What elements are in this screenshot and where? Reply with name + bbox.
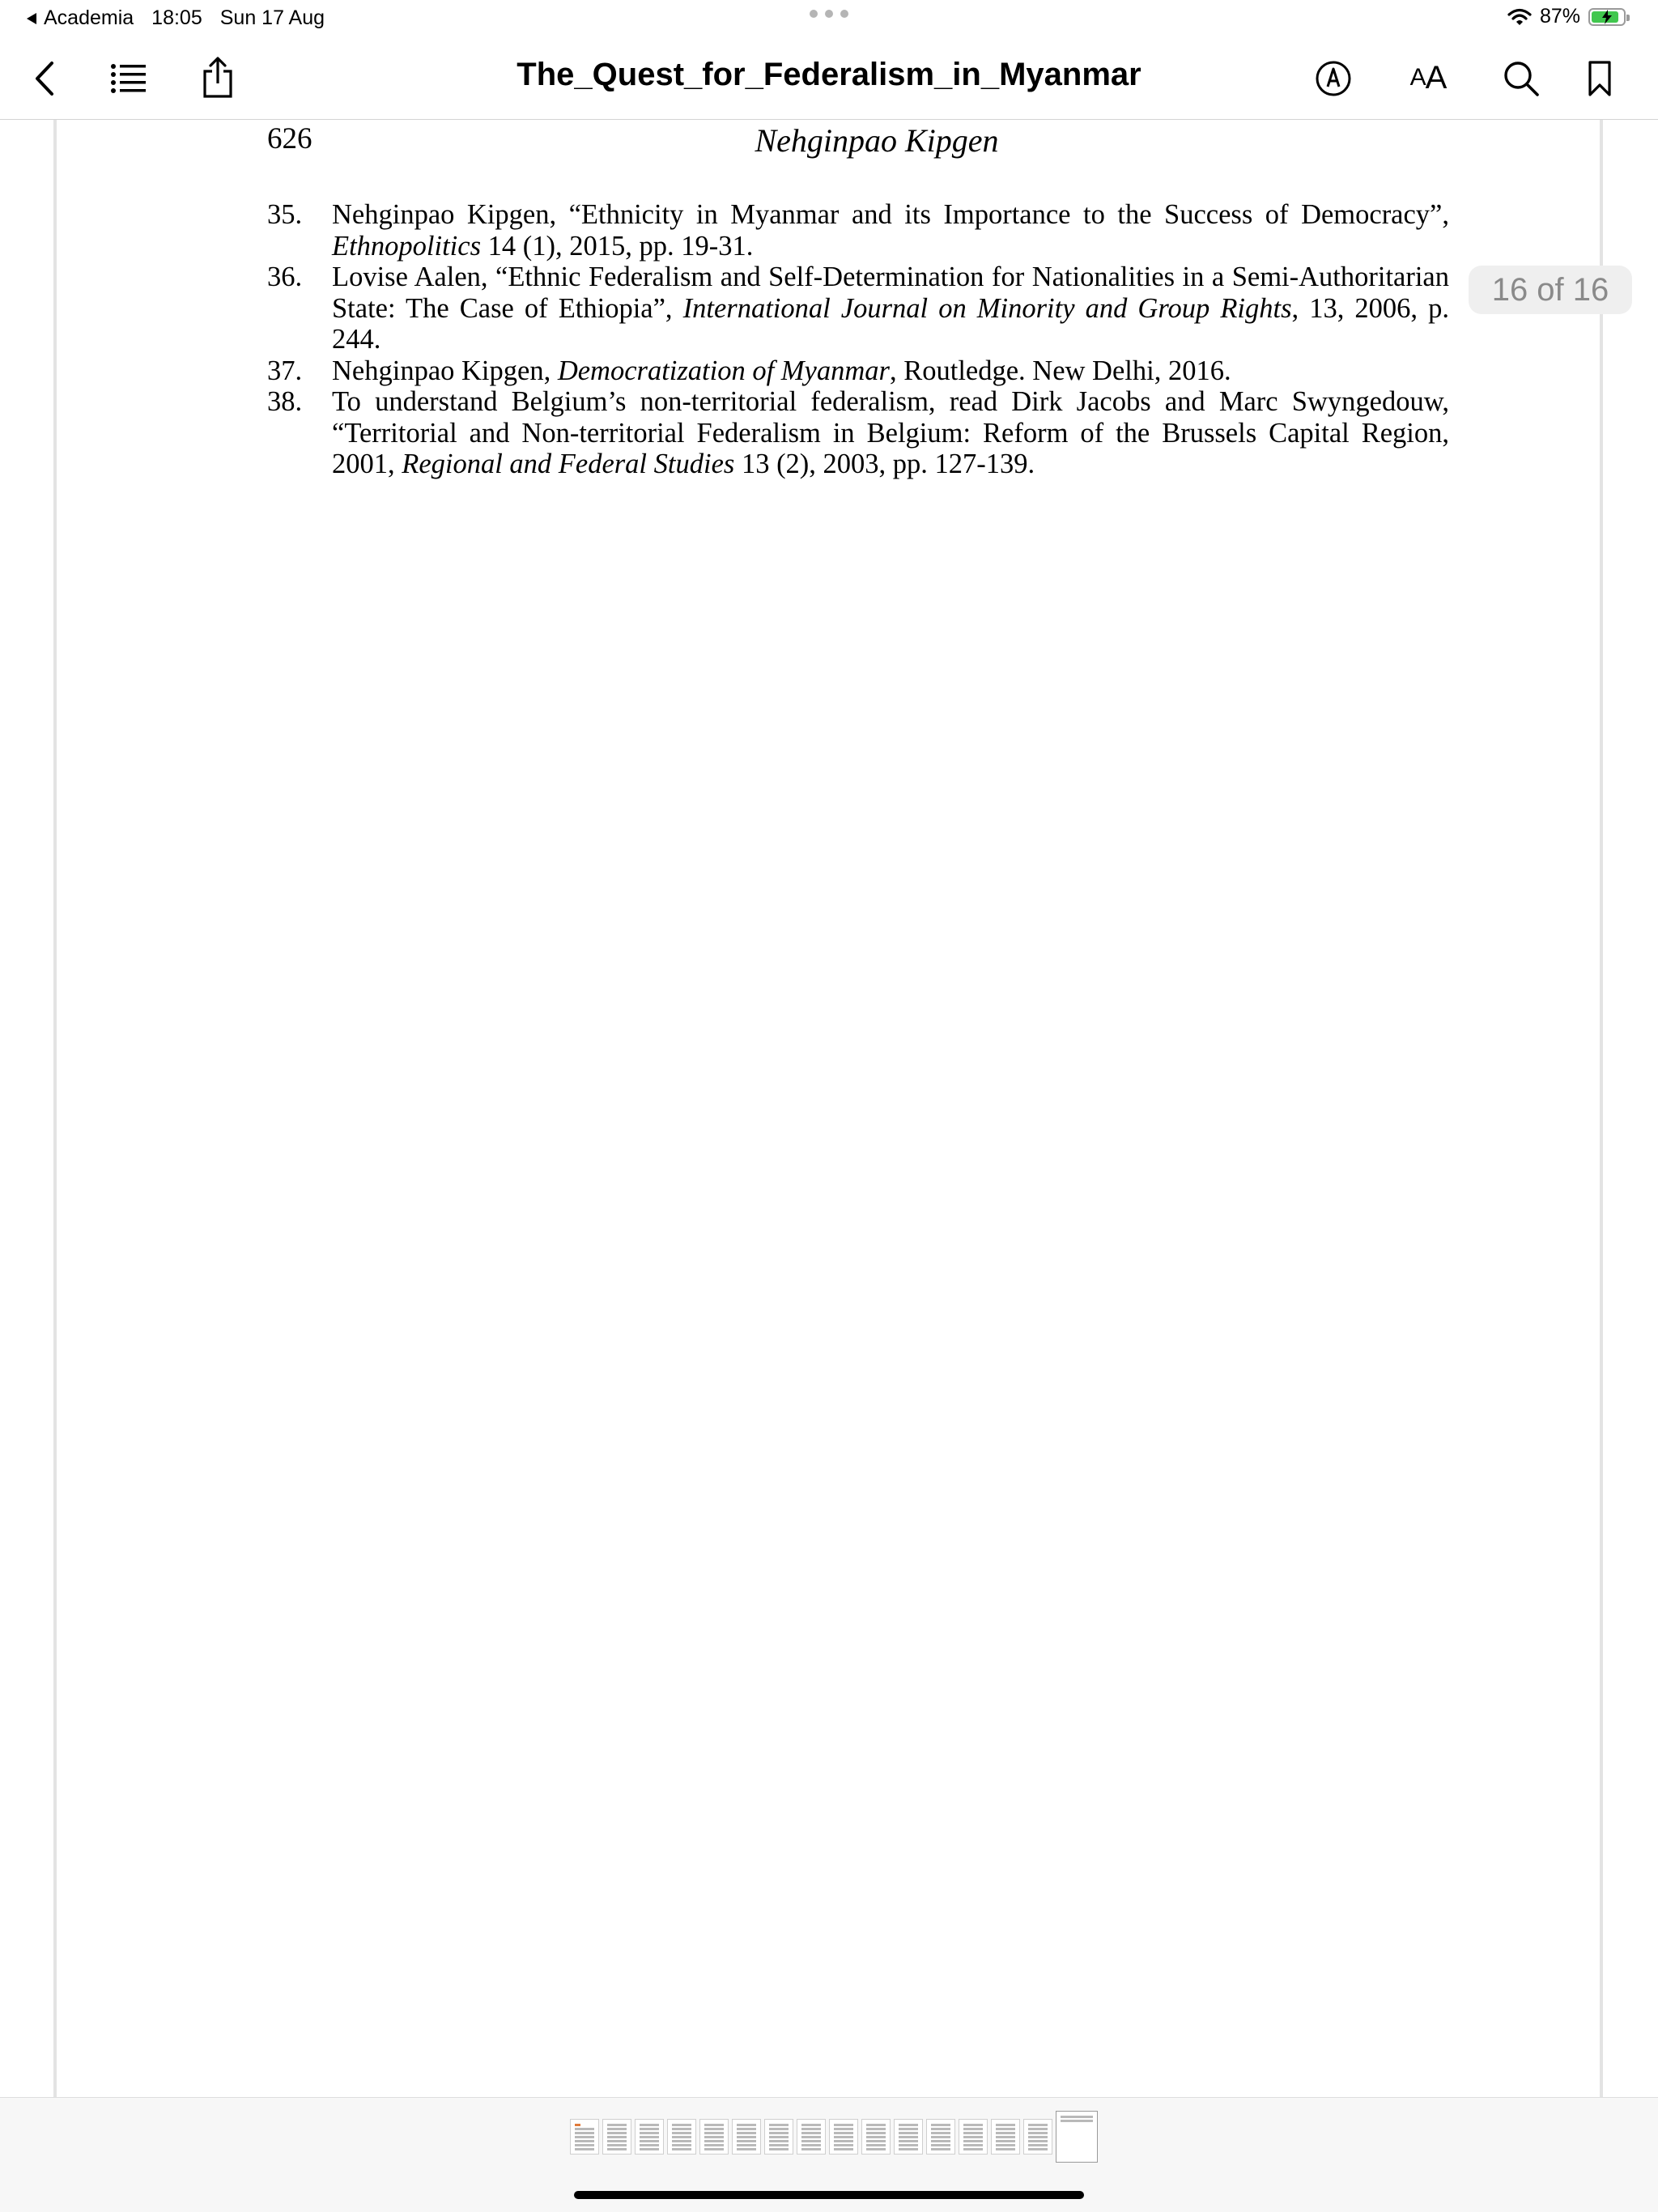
thumbnail-text-line (672, 2124, 691, 2126)
endnote-number: 37. (267, 355, 303, 386)
thumbnail-text-line (899, 2148, 918, 2150)
thumbnail-text-line (899, 2136, 918, 2138)
thumbnail-text-line (704, 2132, 724, 2134)
thumbnail-text-line (769, 2136, 789, 2138)
thumbnail-text-line (575, 2128, 594, 2130)
endnote-text (332, 262, 1449, 355)
endnote-italic-title: Democratization of Myanmar (557, 355, 890, 386)
thumbnail-text-line (1028, 2136, 1048, 2138)
thumbnail-page[interactable] (699, 2119, 729, 2155)
thumbnail-text-line (996, 2124, 1015, 2126)
endnote-text-run: Nehginpao Kipgen, (332, 355, 558, 386)
endnotes-list (267, 199, 1449, 480)
endnote-italic-title: Regional and Federal Studies (402, 449, 735, 479)
endnote (267, 355, 1449, 387)
document-toolbar (0, 39, 1658, 120)
bookmark-icon (1588, 60, 1612, 97)
thumbnail-text-line (963, 2132, 983, 2134)
search-icon (1503, 60, 1540, 97)
thumbnail-text-line (1061, 2120, 1093, 2122)
home-indicator[interactable] (574, 2191, 1084, 2199)
status-left (26, 6, 325, 30)
thumbnail-text-line (737, 2128, 756, 2130)
thumbnail-text-line (640, 2144, 659, 2146)
thumbnail-text-line (931, 2128, 950, 2130)
battery-icon (1588, 8, 1626, 26)
thumbnail-text-line (704, 2128, 724, 2130)
thumbnail-page[interactable] (635, 2119, 664, 2155)
thumbnail-page[interactable] (1023, 2119, 1052, 2155)
thumbnail-text-line (866, 2132, 886, 2134)
bookmark-button[interactable] (1582, 57, 1618, 100)
thumbnail-text-line (575, 2148, 594, 2150)
thumbnail-page[interactable] (797, 2119, 826, 2155)
thumbnail-page[interactable] (894, 2119, 923, 2155)
page-indicator: 16 of 16 (1469, 266, 1632, 314)
thumbnail-text-line (607, 2148, 627, 2150)
dot (825, 10, 833, 18)
thumbnail-text-line (672, 2148, 691, 2150)
thumbnail-text-line (672, 2144, 691, 2146)
thumbnail-text-line (575, 2124, 580, 2126)
thumbnail-text-line (640, 2124, 659, 2126)
share-icon (202, 57, 234, 99)
thumbnail-text-line (672, 2136, 691, 2138)
thumbnail-text-line (672, 2140, 691, 2142)
thumbnail-text-line (931, 2136, 950, 2138)
font-size-button[interactable] (1404, 55, 1452, 100)
thumbnail-text-line (607, 2128, 627, 2130)
endnote-number: 36. (267, 262, 303, 292)
thumbnail-text-line (640, 2148, 659, 2150)
endnote-text-run: 13 (2), 2003, pp. 127-139. (734, 449, 1035, 479)
thumbnail-text-line (607, 2124, 627, 2126)
thumbnail-text-line (607, 2132, 627, 2134)
thumbnail-text-line (607, 2144, 627, 2146)
endnote-text-run: Lovise Aalen, “Ethnic Federalism and Self-Determination for Nationalities in a Semi-Authoritarian State: The Case of Ethiopia”, (332, 262, 1449, 324)
thumbnail-text-line (834, 2148, 853, 2150)
thumbnail-text-line (737, 2136, 756, 2138)
thumbnail-page[interactable] (667, 2119, 696, 2155)
thumbnail-text-line (640, 2128, 659, 2130)
thumbnail-text-line (801, 2124, 821, 2126)
thumbnail-text-line (640, 2136, 659, 2138)
search-button[interactable] (1501, 57, 1541, 100)
share-button[interactable] (198, 53, 238, 102)
thumbnail-text-line (737, 2132, 756, 2134)
document-title: The_Quest_for_Federalism_in_Myanmar (517, 57, 1141, 92)
thumbnail-page[interactable] (959, 2119, 988, 2155)
endnote (267, 262, 1449, 355)
thumbnail-text-line (1028, 2132, 1048, 2134)
status-bar (0, 0, 1658, 39)
thumbnail-text-line (575, 2136, 594, 2138)
thumbnail-text-line (704, 2148, 724, 2150)
endnote-text-run: , Routledge. New Delhi, 2016. (889, 355, 1231, 386)
thumbnail-text-line (899, 2140, 918, 2142)
endnote-text (332, 355, 1449, 387)
back-button[interactable] (24, 57, 65, 100)
back-to-app[interactable] (26, 6, 134, 30)
thumbnail-text-line (834, 2144, 853, 2146)
thumbnail-text-line (866, 2140, 886, 2142)
thumbnail-text-line (866, 2124, 886, 2126)
endnote-italic-title: International Journal on Minority and Group Rights (682, 292, 1292, 324)
thumbnail-text-line (834, 2136, 853, 2138)
thumbnail-text-line (575, 2140, 594, 2142)
status-time: 18:05 (151, 6, 202, 29)
thumbnail-text-line (963, 2148, 983, 2150)
thumbnail-text-line (769, 2124, 789, 2126)
thumbnail-text-line (963, 2136, 983, 2138)
thumbnail-text-line (931, 2124, 950, 2126)
thumbnail-text-line (769, 2140, 789, 2142)
table-of-contents-icon (110, 62, 147, 95)
thumbnail-text-line (1028, 2140, 1048, 2142)
endnote-text-run: To understand Belgium’s non-territorial federalism, read Dirk Jacobs and Marc Swyngedouw, “Territorial and Non-territorial Federalism in Belgium: Reform of the Brussels Capital Region, 2001, (332, 386, 1449, 479)
back-app-name: Academia (44, 6, 134, 29)
markup-button[interactable] (1313, 58, 1354, 99)
thumbnail-text-line (996, 2144, 1015, 2146)
thumbnail-text-line (866, 2144, 886, 2146)
thumbnail-text-line (996, 2136, 1015, 2138)
thumbnail-page[interactable] (732, 2119, 761, 2155)
font-size-small-a: A (1409, 64, 1426, 91)
thumbnail-text-line (769, 2128, 789, 2130)
thumbnail-page[interactable] (861, 2119, 891, 2155)
thumbnail-text-line (866, 2136, 886, 2138)
thumbnail-text-line (1061, 2116, 1093, 2118)
thumbnail-text-line (575, 2144, 594, 2146)
back-triangle-icon (26, 12, 37, 25)
thumbnail-text-line (1028, 2128, 1048, 2130)
thumbnail-list[interactable] (570, 2119, 1098, 2163)
page-number: 626 (267, 122, 312, 155)
thumbnail-text-line (834, 2128, 853, 2130)
multitasking-dots[interactable] (810, 10, 848, 18)
thumbnail-text-line (996, 2128, 1015, 2130)
endnote (267, 386, 1449, 480)
thumbnail-text-line (801, 2148, 821, 2150)
endnote-text (332, 386, 1449, 480)
thumbnail-text-line (704, 2140, 724, 2142)
thumbnail-text-line (866, 2148, 886, 2150)
thumbnail-text-line (737, 2144, 756, 2146)
thumbnail-text-line (834, 2140, 853, 2142)
thumbnail-text-line (704, 2136, 724, 2138)
thumbnail-text-line (834, 2132, 853, 2134)
thumbnail-text-line (899, 2144, 918, 2146)
endnote-text (332, 199, 1449, 262)
thumbnail-text-line (931, 2148, 950, 2150)
thumbnail-page[interactable] (991, 2119, 1020, 2155)
thumbnail-text-line (769, 2132, 789, 2134)
thumbnail-text-line (996, 2132, 1015, 2134)
thumbnail-text-line (704, 2144, 724, 2146)
back-chevron-icon (34, 61, 55, 96)
battery-nub (1626, 15, 1630, 21)
thumbnail-text-line (769, 2144, 789, 2146)
thumbnail-text-line (996, 2140, 1015, 2142)
table-of-contents-button[interactable] (108, 58, 149, 99)
thumbnail-text-line (866, 2128, 886, 2130)
thumbnail-current-page[interactable] (1056, 2111, 1098, 2163)
charging-bolt-icon (1601, 10, 1613, 24)
thumbnail-text-line (672, 2128, 691, 2130)
running-head: Nehginpao Kipgen (755, 122, 999, 159)
thumbnail-text-line (769, 2148, 789, 2150)
endnote-number: 35. (267, 199, 303, 230)
thumbnail-text-line (737, 2148, 756, 2150)
thumbnail-page[interactable] (570, 2119, 599, 2155)
thumbnail-text-line (640, 2140, 659, 2142)
pdf-page[interactable] (53, 120, 1603, 2097)
endnote (267, 199, 1449, 262)
thumbnail-text-line (607, 2140, 627, 2142)
thumbnail-text-line (931, 2140, 950, 2142)
thumbnail-text-line (737, 2140, 756, 2142)
battery-percent: 87% (1539, 5, 1580, 28)
status-date: Sun 17 Aug (219, 6, 325, 29)
endnote-text-run: Nehginpao Kipgen, “Ethnicity in Myanmar and its Importance to the Success of Democracy”, (332, 199, 1449, 230)
dot (840, 10, 848, 18)
wifi-icon (1507, 8, 1532, 26)
thumbnail-text-line (931, 2144, 950, 2146)
markup-icon (1315, 60, 1352, 97)
document-viewer[interactable] (0, 120, 1658, 2097)
endnote-number: 38. (267, 386, 303, 417)
thumbnail-text-line (931, 2132, 950, 2134)
dot (810, 10, 818, 18)
font-size-large-a: A (1425, 59, 1447, 96)
thumbnail-text-line (899, 2132, 918, 2134)
thumbnail-text-line (640, 2132, 659, 2134)
thumbnail-text-line (801, 2140, 821, 2142)
thumbnail-text-line (899, 2124, 918, 2126)
thumbnail-text-line (963, 2124, 983, 2126)
thumbnail-text-line (801, 2132, 821, 2134)
thumbnail-text-line (1028, 2124, 1048, 2126)
thumbnail-text-line (963, 2128, 983, 2130)
thumbnail-text-line (801, 2136, 821, 2138)
thumbnail-page[interactable] (926, 2119, 955, 2155)
thumbnail-text-line (737, 2124, 756, 2126)
thumbnail-text-line (1028, 2144, 1048, 2146)
thumbnail-text-line (834, 2124, 853, 2126)
thumbnail-text-line (963, 2144, 983, 2146)
endnote-italic-title: Ethnopolitics (332, 230, 481, 262)
thumbnail-page[interactable] (829, 2119, 858, 2155)
thumbnail-text-line (575, 2132, 594, 2134)
endnote-text-run: , 13, 2006, p. 244. (332, 292, 1450, 355)
thumbnail-page[interactable] (764, 2119, 793, 2155)
thumbnail-text-line (704, 2124, 724, 2126)
thumbnail-text-line (801, 2128, 821, 2130)
thumbnail-text-line (801, 2144, 821, 2146)
endnote-text-run: 14 (1), 2015, pp. 19-31. (481, 230, 754, 262)
thumbnail-text-line (607, 2136, 627, 2138)
thumbnail-text-line (899, 2128, 918, 2130)
thumbnail-text-line (1028, 2148, 1048, 2150)
thumbnail-text-line (996, 2148, 1015, 2150)
thumbnail-page[interactable] (602, 2119, 631, 2155)
status-right (1507, 5, 1626, 28)
thumbnail-text-line (963, 2140, 983, 2142)
thumbnail-text-line (672, 2132, 691, 2134)
